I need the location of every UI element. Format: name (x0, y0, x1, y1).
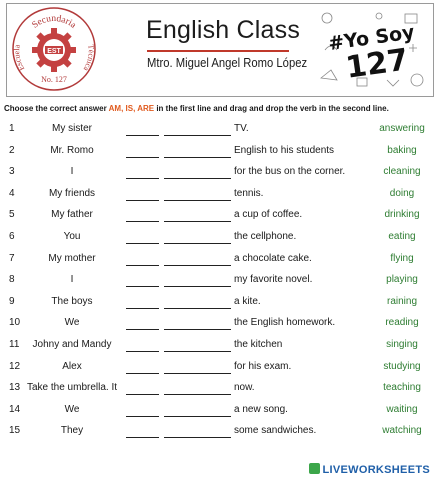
page-title: English Class (146, 16, 301, 44)
answer-blank-drop-verb[interactable] (164, 265, 231, 266)
worksheet-header (6, 3, 434, 97)
row-completion: the English homework. (234, 317, 336, 329)
exercise-row (0, 209, 438, 229)
exercise-row (0, 382, 438, 402)
draggable-verb[interactable]: answering (379, 123, 425, 134)
exercise-row (0, 231, 438, 251)
exercise-row (0, 339, 438, 359)
exercise-row (0, 317, 438, 337)
logo-text: LIVEWORKSHEETS (322, 464, 430, 476)
row-completion: TV. (234, 123, 249, 134)
row-subject: Johny and Mandy (32, 339, 112, 350)
row-subject: Alex (62, 360, 82, 372)
seal-bottom-text: No. 127 (41, 75, 67, 84)
exercise-row (0, 296, 438, 316)
badge-line2: 127 (343, 42, 411, 86)
instructions-highlight: AM, IS, ARE (108, 104, 155, 113)
school-seal-icon (11, 6, 97, 92)
draggable-verb[interactable]: watching (382, 425, 422, 437)
draggable-verb[interactable]: eating (388, 231, 416, 242)
answer-blank-be-verb[interactable] (126, 351, 159, 352)
instructions (4, 104, 389, 113)
row-subject: We (64, 317, 80, 329)
answer-blank-be-verb[interactable] (126, 416, 159, 417)
exercise-row (0, 166, 438, 186)
seal-center-text: EST (47, 48, 61, 55)
yo-soy-127-badge (317, 8, 429, 92)
row-completion: a chocolate cake. (234, 252, 312, 264)
row-subject: My mother (48, 252, 96, 264)
row-subject: The boys (51, 295, 93, 307)
row-number: 5 (9, 209, 15, 221)
row-number: 13 (9, 382, 21, 394)
draggable-verb[interactable]: studying (383, 360, 421, 372)
instructions-before: Choose the correct answer (4, 104, 109, 113)
answer-blank-drop-verb[interactable] (164, 157, 231, 158)
answer-blank-be-verb[interactable] (126, 221, 159, 222)
row-number: 7 (9, 252, 15, 264)
row-number: 10 (9, 317, 21, 329)
row-completion: tennis. (234, 187, 264, 199)
row-subject: My father (51, 209, 93, 221)
row-number: 2 (9, 144, 15, 156)
draggable-verb[interactable]: doing (389, 187, 415, 199)
answer-blank-drop-verb[interactable] (164, 351, 231, 352)
exercise-row (0, 425, 438, 445)
row-completion: for his exam. (234, 360, 292, 372)
answer-blank-be-verb[interactable] (126, 373, 159, 374)
title-underline (147, 50, 289, 52)
exercise-row (0, 123, 438, 143)
answer-blank-drop-verb[interactable] (164, 200, 231, 201)
seal-right-text: Técnica (81, 43, 96, 73)
answer-blank-be-verb[interactable] (126, 243, 159, 244)
draggable-verb[interactable]: reading (385, 317, 419, 329)
row-completion: my favorite novel. (234, 274, 313, 286)
draggable-verb[interactable]: singing (386, 339, 418, 350)
answer-blank-drop-verb[interactable] (164, 221, 231, 222)
row-subject: My friends (48, 187, 96, 199)
answer-blank-be-verb[interactable] (126, 286, 159, 287)
row-number: 9 (9, 295, 15, 307)
answer-blank-drop-verb[interactable] (164, 135, 231, 136)
row-number: 6 (9, 231, 15, 242)
row-subject: You (63, 231, 81, 242)
answer-blank-be-verb[interactable] (126, 394, 159, 395)
exercise-row (0, 145, 438, 165)
draggable-verb[interactable]: drinking (384, 209, 420, 221)
row-subject: We (64, 403, 80, 415)
answer-blank-be-verb[interactable] (126, 437, 159, 438)
draggable-verb[interactable]: waiting (386, 403, 418, 415)
seal-left-text: Escuela (12, 44, 27, 73)
exercise-row (0, 361, 438, 381)
answer-blank-be-verb[interactable] (126, 308, 159, 309)
answer-blank-be-verb[interactable] (126, 157, 159, 158)
row-subject: I (70, 166, 74, 178)
liveworksheets-logo (309, 463, 431, 476)
row-number: 1 (9, 123, 15, 134)
row-completion: a new song. (234, 403, 288, 415)
seal-top-text: Secundaria (30, 13, 78, 31)
instructions-after: in the first line and drag and drop the verb in the second line. (154, 104, 389, 113)
answer-blank-drop-verb[interactable] (164, 286, 231, 287)
answer-blank-drop-verb[interactable] (164, 394, 231, 395)
exercise-row (0, 188, 438, 208)
exercise-row (0, 253, 438, 273)
row-number: 14 (9, 403, 21, 415)
draggable-verb[interactable]: raining (386, 295, 418, 307)
answer-blank-drop-verb[interactable] (164, 416, 231, 417)
row-subject: Mr. Romo (50, 144, 94, 156)
row-completion: a kite. (234, 295, 261, 307)
answer-blank-drop-verb[interactable] (164, 178, 231, 179)
draggable-verb[interactable]: teaching (383, 382, 421, 394)
badge-line1: #Yo Soy (326, 21, 416, 56)
answer-blank-drop-verb[interactable] (164, 243, 231, 244)
row-completion: English to his students (234, 144, 335, 156)
answer-blank-be-verb[interactable] (126, 200, 159, 201)
answer-blank-be-verb[interactable] (126, 265, 159, 266)
answer-blank-be-verb[interactable] (126, 329, 159, 330)
row-completion: the kitchen (234, 339, 283, 350)
row-number: 12 (9, 360, 21, 372)
row-number: 15 (9, 425, 21, 437)
row-completion: now. (234, 382, 255, 394)
exercise-row (0, 274, 438, 294)
row-number: 8 (9, 274, 15, 286)
row-number: 4 (9, 187, 15, 199)
row-subject: My sister (52, 123, 92, 134)
answer-blank-drop-verb[interactable] (164, 329, 231, 330)
draggable-verb[interactable]: baking (387, 144, 417, 156)
exercise-row (0, 404, 438, 424)
draggable-verb[interactable]: flying (390, 252, 414, 264)
answer-blank-be-verb[interactable] (126, 135, 159, 136)
row-completion: the cellphone. (234, 231, 297, 242)
row-subject: I (70, 274, 74, 286)
answer-blank-drop-verb[interactable] (164, 437, 231, 438)
draggable-verb[interactable]: cleaning (383, 166, 421, 178)
row-number: 11 (9, 339, 20, 350)
answer-blank-drop-verb[interactable] (164, 373, 231, 374)
draggable-verb[interactable]: playing (386, 274, 418, 286)
row-subject: They (60, 425, 84, 437)
row-subject: Take the umbrella. It (26, 382, 118, 394)
logo-icon (309, 463, 320, 474)
row-completion: a cup of coffee. (234, 209, 303, 221)
teacher-name: Mtro. Miguel Angel Romo López (147, 56, 308, 70)
row-completion: some sandwiches. (234, 425, 317, 437)
answer-blank-drop-verb[interactable] (164, 308, 231, 309)
row-completion: for the bus on the corner. (234, 166, 346, 178)
answer-blank-be-verb[interactable] (126, 178, 159, 179)
row-number: 3 (9, 166, 15, 178)
